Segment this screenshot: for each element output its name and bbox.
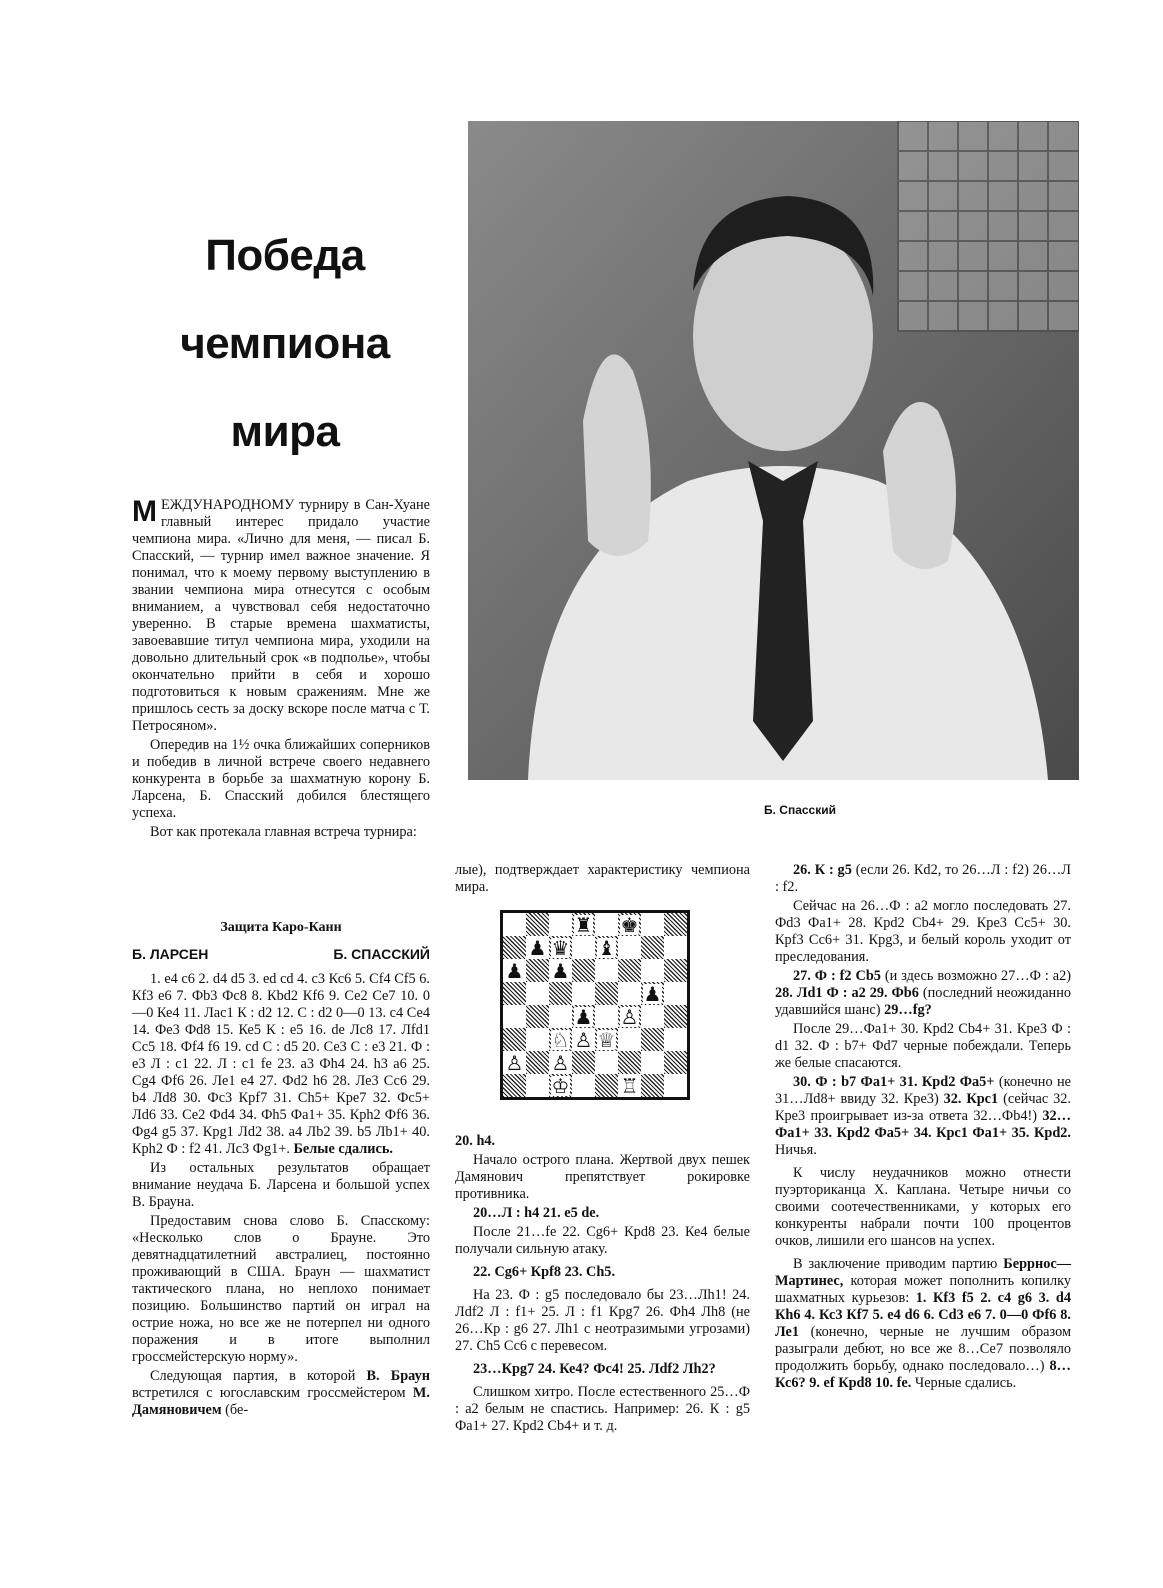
board-square <box>595 936 618 959</box>
board-square <box>618 1074 641 1097</box>
paragraph-4: Из остальных результатов обращает внимание неудача Б. Ларсена и большой успех В. Брауна. <box>132 1160 430 1210</box>
chess-piece-icon: ♚ <box>620 912 639 937</box>
board-square <box>641 936 664 959</box>
board-square <box>595 959 618 982</box>
comment-20: Начало острого плана. Жертвой двух пешек Дамянович препятствует рокировке противника. <box>455 1152 750 1202</box>
col2-paragraph-1: лые), подтверждает характеристику чемпиона мира. <box>455 862 750 895</box>
column-1-intro <box>132 497 430 843</box>
intro-text: ЕЖДУНАРОДНОМУ турниру в Сан-Хуане главный интерес придало участие чемпиона мира. «Лично для меня, — писал Б. Спасский, — турнир имел важное значение. Я понимал, что к моему первому выступлению в звании чемпиона мира отнесутся с особым вниманием, а чувствовал себя недостаточно уверенно. В старые времена шахматисты, завоевавшие титул чемпиона мира, уходили на довольно длительный срок «в подполье», чтобы окончательно прийти в себя и хорошо подготовиться к новым сражениям. Мне же пришлось сесть за доску вскоре после матча с Т. Петросяном». <box>132 497 430 734</box>
p6-mid: встретился с югославским гроссмейстером <box>132 1385 406 1401</box>
photo-caption: Б. Спасский <box>764 803 836 817</box>
comment-26b: Сейчас на 26…Ф : а2 могло последовать 27. Фd3 Фа1+ 28. Кpd2 Сb4+ 29. Кре3 Сс5+ 30. Кpf3 Сс6+ 31. Кpg3, и белый король уходит от преследования. <box>775 898 1071 965</box>
chess-piece-icon: ♘ <box>551 1027 570 1052</box>
board-square <box>572 1005 595 1028</box>
board-square <box>526 959 549 982</box>
board-square <box>595 1051 618 1074</box>
column-2-top <box>455 862 750 898</box>
board-square <box>549 982 572 1005</box>
board-square <box>572 982 595 1005</box>
paragraph-2: Опередив на 1½ очка ближайших соперников и победив в личной встрече своего недавнего конкурента в борьбе за шахматную корону Б. Ларсена, Б. Спасский добился блестящего успеха. <box>132 737 430 821</box>
board-square <box>526 1051 549 1074</box>
move-32: 32. Крс1 <box>943 1091 999 1107</box>
board-square <box>618 936 641 959</box>
comment-21: После 21…fe 22. Сg6+ Кpd8 23. Ке4 белые получали сильную атаку. <box>455 1224 750 1257</box>
board-square <box>549 913 572 936</box>
board-square <box>503 1005 526 1028</box>
board-square <box>618 982 641 1005</box>
board-square <box>549 959 572 982</box>
col3-paragraph-1: К числу неудачников можно отнести пуэрториканца Х. Каплана. Четыре ничьи со своими соотечественниками, у которых его конкуренты набрали почти 100 процентов очков, лишили его шансов на успех. <box>775 1165 1071 1249</box>
move-29: 29…fg? <box>884 1002 932 1018</box>
board-square <box>595 1028 618 1051</box>
board-square <box>549 936 572 959</box>
board-square <box>503 936 526 959</box>
chess-piece-icon: ♝ <box>597 935 616 960</box>
board-square <box>664 959 687 982</box>
board-square <box>526 913 549 936</box>
column-1-game <box>132 913 430 1421</box>
chess-piece-icon: ♙ <box>620 1004 639 1029</box>
move-26-line <box>775 862 1071 896</box>
opening-name: Защита Каро-Канн <box>220 920 342 935</box>
move-30: 30. Ф : b7 Фа1+ 31. Кpd2 Фа5+ <box>793 1074 995 1090</box>
white-player: Б. ЛАРСЕН <box>132 946 209 962</box>
column-2-bottom <box>455 1133 750 1437</box>
board-square <box>664 1005 687 1028</box>
paragraph-5: Предоставим снова слово Б. Спасскому: «Несколько слов о Брауне. Это девятнадцатилетний австралиец, постоянно проживающий в США. Браун — шахматист тактического плана, но неплохо понимает позицию. Большинство партий он играл на острие ножа, но все же не потерпел ни одного поражения и в итоге выполнил гроссмейстерскую норму». <box>132 1213 430 1365</box>
board-square <box>664 936 687 959</box>
chess-diagram <box>500 910 690 1100</box>
move-27: 27. Ф : f2 Сb5 <box>793 968 881 984</box>
board-square <box>526 1005 549 1028</box>
title-line-1: Победа <box>205 231 365 280</box>
board-square <box>641 1005 664 1028</box>
portrait-image <box>468 121 1079 780</box>
move-26: 26. К : g5 <box>793 862 852 878</box>
p6-player-2: М. Дамяновичем <box>132 1385 430 1418</box>
p2-moves-2: 8…Кс6? 9. еf Кpd8 10. fе. <box>775 1358 1071 1391</box>
board-square <box>595 1005 618 1028</box>
chess-piece-icon: ♜ <box>574 912 593 937</box>
p2-mid: которая может пополнить копилку шахматных курьезов: <box>775 1273 1071 1306</box>
move-20: 20. h4. <box>455 1133 496 1149</box>
board-square <box>526 1074 549 1097</box>
board-square <box>618 1005 641 1028</box>
col3-paragraph-2 <box>775 1256 1071 1392</box>
board-square <box>503 913 526 936</box>
p2-result: Черные сдались. <box>914 1375 1017 1391</box>
game-moves <box>132 971 430 1158</box>
chess-piece-icon: ♙ <box>505 1050 524 1075</box>
board-square <box>641 1051 664 1074</box>
board-square <box>595 1074 618 1097</box>
p2-moves: 1. Кf3 f5 2. с4 g6 3. d4 Кh6 4. Кс3 Кf7 5. е4 d6 6. Сd3 е6 7. 0—0 Фf6 8. Ле1 <box>775 1290 1072 1340</box>
board-square <box>549 1074 572 1097</box>
board-square <box>664 913 687 936</box>
board-square <box>641 982 664 1005</box>
board-square <box>572 936 595 959</box>
board-square <box>641 913 664 936</box>
players-line <box>132 946 430 963</box>
comment-29: (последний неожиданно удавшийся шанс) <box>775 985 1071 1018</box>
board-square <box>526 1028 549 1051</box>
chess-piece-icon: ♙ <box>574 1027 593 1052</box>
board-square <box>595 913 618 936</box>
column-3 <box>775 862 1071 1394</box>
board-square <box>549 1028 572 1051</box>
title-line-3: мира <box>230 407 340 456</box>
moves-text: 1. е4 с6 2. d4 d5 3. ed cd 4. с3 Кс6 5. Сf4 Сf5 6. Кf3 е6 7. Фb3 Фс8 8. Кbd2 Кf6 9. Се2 Се7 10. 0—0 Ке4 11. Лас1 К : d2 12. С : d2 0—0 13. с4 Се4 14. Фе3 Фd8 15. Ке5 К : е5 16. de Лс8 17. Лfd1 Сс5 18. Фf4 f6 19. cd С : d5 20. Се3 С : е3 21. Ф : е3 Л : с1 22. Л : с1 fе 23. а3 Фh4 24. h3 а6 25. Сg4 Фf6 26. Ле1 е4 27. Фd2 h6 28. Ле3 Сс6 29. b4 Лd8 30. Фс3 Кpf7 31. Сh5+ Кpе7 32. Фс5+ Лd6 33. Се2 Фd4 34. Фh5 Фа1+ 35. Кph2 Фf6 36. Фg4 g5 37. Кpg1 Лd2 38. а4 Лb2 39. b5 Лb1+ 40. Кph2 Ф : f2 41. Лс3 Фg1+. <box>132 971 430 1157</box>
article-title <box>150 212 420 476</box>
draw-result: Ничья. <box>775 1142 817 1158</box>
chess-piece-icon: ♖ <box>620 1073 639 1098</box>
p6-start: Следующая партия, в которой <box>150 1368 356 1384</box>
board-square <box>503 1051 526 1074</box>
board-square <box>664 1051 687 1074</box>
board-square <box>664 1074 687 1097</box>
move-20b: 20…Л : h4 21. е5 de. <box>473 1205 600 1221</box>
black-player: Б. СПАССКИЙ <box>333 946 430 962</box>
board-square <box>549 1005 572 1028</box>
board-square <box>618 959 641 982</box>
drop-cap: М <box>132 495 157 528</box>
board-square <box>618 913 641 936</box>
board-square <box>572 1028 595 1051</box>
comment-27: (и здесь возможно 27…Ф : а2) <box>884 968 1071 984</box>
comment-25: Слишком хитро. После естественного 25…Ф : а2 белым не спастись. Например: 26. К : g5 Фа1+ 27. Кpd2 Сb4+ и т. д. <box>455 1384 750 1434</box>
game-result: Белые сдались. <box>293 1141 393 1157</box>
board-square <box>503 959 526 982</box>
board-square <box>572 1074 595 1097</box>
chess-piece-icon: ♟ <box>528 935 547 960</box>
paragraph-3: Вот как протекала главная встреча турнира: <box>150 824 417 840</box>
chess-piece-icon: ♙ <box>551 1050 570 1075</box>
board-square <box>641 1074 664 1097</box>
move-28: 28. Лd1 Ф : а2 29. Фb6 <box>775 985 919 1001</box>
comment-29b: После 29…Фа1+ 30. Кpd2 Сb4+ 31. Кре3 Ф : d1 32. Ф : b7+ Фd7 черные побеждали. Теперь же белые спасаются. <box>775 1021 1071 1071</box>
board-square <box>641 1028 664 1051</box>
board-square <box>526 982 549 1005</box>
chess-piece-icon: ♟ <box>505 958 524 983</box>
board-square <box>618 1051 641 1074</box>
board-square <box>526 936 549 959</box>
board-square <box>572 959 595 982</box>
p6-end: (бе- <box>225 1402 249 1418</box>
comment-32: (сейчас 32. Кре3 проигрывает из-за ответа 32…Фb4!) <box>775 1091 1071 1124</box>
board-square <box>503 1074 526 1097</box>
board-square <box>664 982 687 1005</box>
intro-paragraph <box>132 497 430 735</box>
board-square <box>572 1051 595 1074</box>
chess-piece-icon: ♟ <box>574 1004 593 1029</box>
board-square <box>503 982 526 1005</box>
board-square <box>549 1051 572 1074</box>
move-30-line <box>775 1074 1071 1159</box>
comment-26a: (если 26. Кd2, то 26…Л : f2) 26…Л : f2. <box>775 862 1071 895</box>
p6-player-1: В. Браун <box>366 1368 430 1384</box>
chess-piece-icon: ♟ <box>643 981 662 1006</box>
comment-23: На 23. Ф : g5 последовало бы 23…Лh1! 24. Лdf2 Л : f1+ 25. Л : f1 Кpg7 26. Фh4 Лh8 (не 26…Кр : g6 27. Лh1 с неотразимыми угрозами) 27. Сh5 Сс6 с перевесом. <box>455 1287 750 1354</box>
title-line-2: чемпиона <box>180 319 390 368</box>
board-square <box>618 1028 641 1051</box>
chess-piece-icon: ♔ <box>551 1073 570 1098</box>
board-square <box>664 1028 687 1051</box>
board-square <box>641 959 664 982</box>
spassky-photo <box>468 121 1079 780</box>
comment-31: (конечно не 31…Лd8+ ввиду 32. Кре3) <box>775 1074 1071 1107</box>
paragraph-6 <box>132 1368 430 1419</box>
move-22: 22. Сg6+ Кpf8 23. Сh5. <box>473 1264 616 1280</box>
chess-piece-icon: ♕ <box>597 1027 616 1052</box>
p2-game: Беррнос—Мартинес, <box>775 1256 1071 1289</box>
p2-start: В заключение приводим партию <box>793 1256 998 1272</box>
board-square <box>503 1028 526 1051</box>
chess-piece-icon: ♛ <box>551 935 570 960</box>
chess-piece-icon: ♟ <box>551 958 570 983</box>
move-27-line <box>775 968 1071 1019</box>
board-square <box>595 982 618 1005</box>
p2-comment: (конечно, черные не лучшим образом разыграли дебют, но все же 8…Се7 позволяло продолжить борьбу, однако последовало…) <box>775 1324 1071 1374</box>
board-square <box>572 913 595 936</box>
move-32b: 32…Фа1+ 33. Кpd2 Фа5+ 34. Крс1 Фа1+ 35. Кpd2. <box>775 1108 1071 1141</box>
move-23: 23…Кpg7 24. Ке4? Фс4! 25. Лdf2 Лh2? <box>473 1361 716 1377</box>
